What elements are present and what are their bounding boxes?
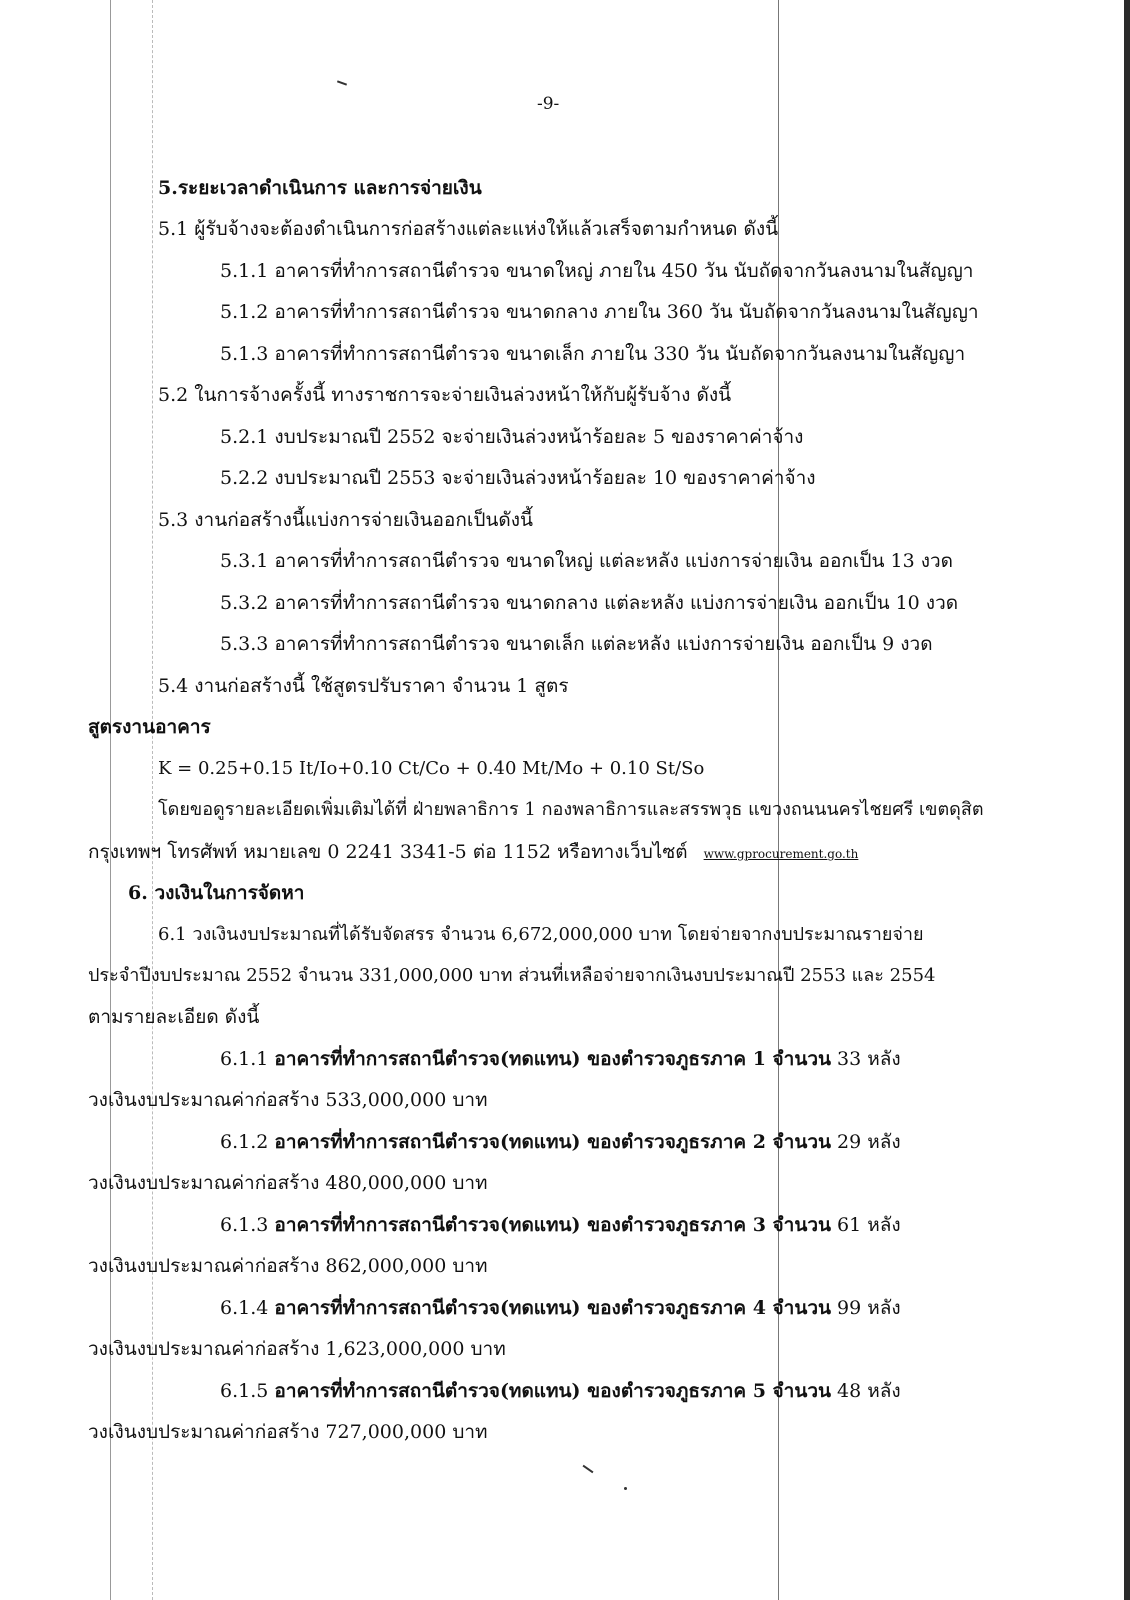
clause-5-4: 5.4 งานก่อสร้างนี้ ใช้สูตรปรับราคา จำนวน 1 สูตร bbox=[158, 675, 569, 697]
clause-6-1-4 bbox=[220, 1296, 901, 1320]
clause-6-1-line1: 6.1 วงเงินงบประมาณที่ได้รับจัดสรร จำนวน 6,672,000,000 บาท โดยจ่ายจากงบประมาณรายจ่าย bbox=[158, 924, 924, 945]
item-number: 6.1.4 bbox=[220, 1297, 269, 1319]
clause-5-1: 5.1 ผู้รับจ้างจะต้องดำเนินการก่อสร้างแต่ละแห่งให้แล้วเสร็จตามกำหนด ดังนี้ bbox=[158, 218, 779, 240]
item-count: 29 หลัง bbox=[830, 1131, 901, 1153]
item-count: 61 หลัง bbox=[830, 1214, 901, 1236]
clause-6-1-5 bbox=[220, 1379, 901, 1403]
clause-6-1-line2: ประจำปีงบประมาณ 2552 จำนวน 331,000,000 บาท ส่วนที่เหลือจ่ายจากเงินงบประมาณปี 2553 และ 2554 bbox=[88, 965, 936, 986]
page-number: -9- bbox=[537, 94, 560, 114]
clause-6-1-2 bbox=[220, 1130, 901, 1154]
item-count: 99 หลัง bbox=[830, 1297, 901, 1319]
item-title: อาคารที่ทำการสถานีตำรวจ(ทดแทน) ของตำรวจภูธรภาค 3 จำนวน bbox=[274, 1214, 831, 1236]
clause-5-1-1: 5.1.1 อาคารที่ทำการสถานีตำรวจ ขนาดใหญ่ ภายใน 450 วัน นับถัดจากวันลงนามในสัญญา bbox=[220, 260, 974, 282]
clause-6-1-4-budget: วงเงินงบประมาณค่าก่อสร้าง 1,623,000,000 บาท bbox=[88, 1338, 506, 1360]
clause-6-1-1-budget: วงเงินงบประมาณค่าก่อสร้าง 533,000,000 บาท bbox=[88, 1089, 488, 1111]
clause-6-1-1 bbox=[220, 1047, 901, 1071]
formula-equation: K = 0.25+0.15 It/Io+0.10 Ct/Co + 0.40 Mt/Mo + 0.10 St/So bbox=[158, 758, 705, 779]
clause-5-3-1: 5.3.1 อาคารที่ทำการสถานีตำรวจ ขนาดใหญ่ แต่ละหลัง แบ่งการจ่ายเงิน ออกเป็น 13 งวด bbox=[220, 550, 953, 572]
clause-5-3: 5.3 งานก่อสร้างนี้แบ่งการจ่ายเงินออกเป็นดังนี้ bbox=[158, 509, 533, 531]
formula-heading: สูตรงานอาคาร bbox=[88, 716, 211, 738]
clause-6-1-3 bbox=[220, 1213, 901, 1237]
website-link[interactable]: www.gprocurement.go.th bbox=[703, 847, 859, 861]
scan-right-edge bbox=[1124, 0, 1130, 1600]
section-5-heading: 5.ระยะเวลาดำเนินการ และการจ่ายเงิน bbox=[158, 177, 482, 199]
scan-speck bbox=[583, 1465, 594, 1474]
clause-5-1-3: 5.1.3 อาคารที่ทำการสถานีตำรวจ ขนาดเล็ก ภายใน 330 วัน นับถัดจากวันลงนามในสัญญา bbox=[220, 343, 966, 365]
scan-speck bbox=[337, 80, 347, 85]
item-title: อาคารที่ทำการสถานีตำรวจ(ทดแทน) ของตำรวจภูธรภาค 2 จำนวน bbox=[274, 1131, 831, 1153]
item-number: 6.1.3 bbox=[220, 1214, 269, 1236]
clause-5-2-1: 5.2.1 งบประมาณปี 2552 จะจ่ายเงินล่วงหน้าร้อยละ 5 ของราคาค่าจ้าง bbox=[220, 426, 804, 448]
formula-info-contact: กรุงเทพฯ โทรศัพท์ หมายเลข 0 2241 3341-5 ต่อ 1152 หรือทางเว็บไซต์ bbox=[88, 841, 688, 863]
clause-5-3-2: 5.3.2 อาคารที่ทำการสถานีตำรวจ ขนาดกลาง แต่ละหลัง แบ่งการจ่ายเงิน ออกเป็น 10 งวด bbox=[220, 592, 959, 614]
item-title: อาคารที่ทำการสถานีตำรวจ(ทดแทน) ของตำรวจภูธรภาค 4 จำนวน bbox=[274, 1297, 831, 1319]
item-title: อาคารที่ทำการสถานีตำรวจ(ทดแทน) ของตำรวจภูธรภาค 5 จำนวน bbox=[274, 1380, 831, 1402]
clause-6-1-3-budget: วงเงินงบประมาณค่าก่อสร้าง 862,000,000 บาท bbox=[88, 1255, 488, 1277]
item-number: 6.1.1 bbox=[220, 1048, 269, 1070]
section-6-heading: 6. วงเงินในการจัดหา bbox=[128, 882, 305, 904]
clause-6-1-5-budget: วงเงินงบประมาณค่าก่อสร้าง 727,000,000 บาท bbox=[88, 1421, 488, 1443]
formula-info-line1: โดยขอดูรายละเอียดเพิ่มเติมได้ที่ ฝ่ายพลาธิการ 1 กองพลาธิการและสรรพวุธ แขวงถนนนครไชยศรี เขตดุสิต bbox=[158, 799, 984, 820]
clause-5-2-2: 5.2.2 งบประมาณปี 2553 จะจ่ายเงินล่วงหน้าร้อยละ 10 ของราคาค่าจ้าง bbox=[220, 467, 816, 489]
formula-info-line2 bbox=[88, 840, 858, 866]
clause-6-1-line3: ตามรายละเอียด ดังนี้ bbox=[88, 1006, 260, 1028]
clause-5-3-3: 5.3.3 อาคารที่ทำการสถานีตำรวจ ขนาดเล็ก แต่ละหลัง แบ่งการจ่ายเงิน ออกเป็น 9 งวด bbox=[220, 633, 933, 655]
item-number: 6.1.5 bbox=[220, 1380, 269, 1402]
item-count: 33 หลัง bbox=[830, 1048, 901, 1070]
item-title: อาคารที่ทำการสถานีตำรวจ(ทดแทน) ของตำรวจภูธรภาค 1 จำนวน bbox=[274, 1048, 831, 1070]
item-number: 6.1.2 bbox=[220, 1131, 269, 1153]
clause-6-1-2-budget: วงเงินงบประมาณค่าก่อสร้าง 480,000,000 บาท bbox=[88, 1172, 488, 1194]
clause-5-2: 5.2 ในการจ้างครั้งนี้ ทางราชการจะจ่ายเงินล่วงหน้าให้กับผู้รับจ้าง ดังนี้ bbox=[158, 384, 732, 406]
clause-5-1-2: 5.1.2 อาคารที่ทำการสถานีตำรวจ ขนาดกลาง ภายใน 360 วัน นับถัดจากวันลงนามในสัญญา bbox=[220, 301, 979, 323]
item-count: 48 หลัง bbox=[830, 1380, 901, 1402]
scan-speck bbox=[624, 1487, 627, 1490]
